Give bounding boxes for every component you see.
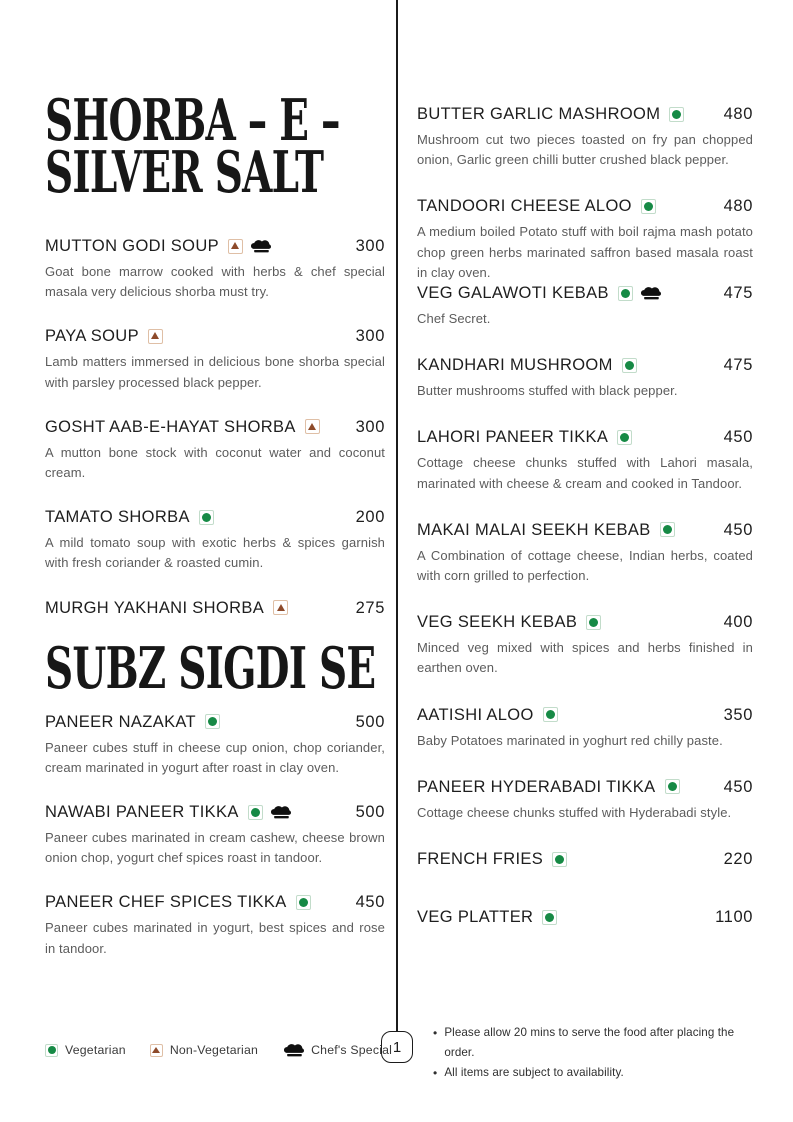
section-title [45, 633, 376, 702]
item-description: Paneer cubes marinated in cream cashew, cheese brown onion chop, yogurt chef spices roast in tandoor. [45, 830, 385, 866]
menu-item [45, 236, 385, 302]
item-price: 480 [723, 197, 753, 216]
note-text: All items are subject to availability. [444, 1066, 624, 1079]
menu-item [417, 612, 753, 678]
chefs-special-icon [271, 806, 291, 819]
item-description: Paneer cubes stuff in cheese cup onion, chop coriander, cream marinated in yogurt after roast in clay oven. [45, 739, 385, 775]
item-name: MURGH YAKHANI SHORBA [45, 598, 265, 617]
veg-icon [660, 522, 675, 537]
legend-icon [150, 1044, 163, 1057]
item-price: 475 [723, 356, 753, 375]
item-price: 500 [355, 803, 385, 822]
menu-item [417, 520, 753, 586]
item-price: 200 [355, 508, 385, 527]
veg-icon [641, 199, 656, 214]
item-description: A mutton bone stock with coconut water and coconut cream. [45, 444, 385, 481]
item-name: PANEER HYDERABADI TIKKA [417, 777, 656, 796]
veg-icon [296, 895, 311, 910]
item-name: FRENCH FRIES [417, 850, 544, 869]
legend-item [45, 1043, 126, 1057]
section-heading-subz-sigdi-se [45, 633, 385, 702]
legend [45, 1043, 392, 1057]
item-description: A medium boiled Potato stuff with boil rajma mash potato chop green herbs marinated saffron based masala roast in clay oven. [417, 224, 753, 280]
chefs-special-icon [284, 1044, 304, 1057]
item-badges [248, 805, 291, 820]
legend-item [282, 1043, 392, 1057]
menu-item-header [417, 196, 753, 216]
item-name: PANEER NAZAKAT [45, 712, 196, 731]
item-name: VEG GALAWOTI KEBAB [417, 284, 609, 303]
menu-item-header [417, 777, 753, 797]
item-price: 475 [723, 284, 753, 303]
item-price: 480 [723, 105, 753, 123]
legend-item [150, 1043, 258, 1057]
menu-item-header [45, 417, 385, 437]
item-name: BUTTER GARLIC MASHROOM [417, 105, 661, 123]
item-badges [199, 510, 214, 525]
veg-icon [199, 510, 214, 525]
item-description: Goat bone marrow cooked with herbs & chef special masala very delicious shorba must try. [45, 264, 385, 300]
item-price: 500 [355, 712, 385, 731]
left-column [45, 0, 385, 983]
item-price: 300 [355, 237, 385, 255]
veg-icon [45, 1044, 58, 1057]
menu-item [417, 196, 753, 283]
item-description: Minced veg mixed with spices and herbs finished in earthen oven. [417, 640, 753, 676]
item-badges [641, 199, 656, 214]
item-name: TAMATO SHORBA [45, 508, 190, 527]
item-name: PANEER CHEF SPICES TIKKA [45, 893, 287, 912]
item-badges [618, 286, 661, 301]
menu-item-header [45, 712, 385, 732]
item-badges [228, 239, 271, 254]
menu-item-header [417, 104, 753, 124]
veg-icon [248, 805, 263, 820]
veg-icon [542, 910, 557, 925]
item-name: MUTTON GODI SOUP [45, 237, 219, 255]
item-price: 450 [723, 520, 753, 539]
column-divider-line [396, 0, 398, 1031]
item-price: 350 [723, 705, 753, 724]
veg-icon [665, 779, 680, 794]
shorba-item-list [45, 236, 385, 618]
menu-item [45, 326, 385, 392]
item-price: 400 [723, 613, 753, 632]
veg-icon [622, 358, 637, 373]
item-price: 1100 [715, 908, 753, 927]
item-name: LAHORI PANEER TIKKA [417, 428, 609, 447]
item-badges [586, 615, 601, 630]
menu-item-header [45, 802, 385, 822]
veg-icon [205, 714, 220, 729]
menu-item [417, 777, 753, 823]
section-title-line1: SUBZ SIGDI SE [45, 633, 376, 702]
footer-note [433, 1063, 763, 1083]
right-column-item-list [417, 0, 753, 953]
bullet-icon: • [433, 1066, 438, 1080]
menu-item-header [417, 427, 753, 447]
menu-item-header [45, 236, 385, 256]
menu-item [45, 892, 385, 958]
menu-item-header [417, 705, 753, 725]
subz-item-list [45, 712, 385, 959]
legend-icon [45, 1044, 58, 1057]
item-badges [273, 600, 288, 615]
menu-item-header [45, 598, 385, 618]
non-veg-icon [150, 1044, 163, 1057]
menu-item-header [45, 892, 385, 912]
footer-notes [433, 1023, 763, 1083]
menu-item-header [417, 849, 753, 869]
chefs-special-icon [251, 240, 271, 253]
item-badges [617, 430, 632, 445]
item-price: 220 [723, 850, 753, 869]
legend-label: Chef's Special [311, 1043, 393, 1057]
menu-item [45, 507, 385, 573]
non-veg-icon [273, 600, 288, 615]
item-badges [622, 358, 637, 373]
veg-icon [543, 707, 558, 722]
item-description: Baby Potatoes marinated in yoghurt red chilly paste. [417, 732, 723, 748]
menu-item [417, 427, 753, 493]
item-badges [665, 779, 680, 794]
item-price: 300 [355, 417, 385, 436]
menu-item-header [417, 355, 753, 375]
bullet-icon: • [433, 1026, 438, 1040]
item-name: MAKAI MALAI SEEKH KEBAB [417, 520, 651, 539]
menu-item-header [45, 326, 385, 346]
item-description: Butter mushrooms stuffed with black pepper. [417, 383, 678, 399]
item-name: NAWABI PANEER TIKKA [45, 803, 239, 822]
item-price: 450 [723, 428, 753, 447]
non-veg-icon [305, 419, 320, 434]
item-badges [148, 329, 163, 344]
item-name: VEG SEEKH KEBAB [417, 613, 578, 632]
item-badges [669, 107, 684, 122]
veg-icon [669, 107, 684, 122]
veg-icon [552, 852, 567, 867]
non-veg-icon [148, 329, 163, 344]
menu-item [45, 417, 385, 483]
item-name: GOSHT AAB-E-HAYAT SHORBA [45, 417, 296, 436]
menu-item [417, 907, 753, 927]
item-badges [552, 852, 567, 867]
item-description: Chef Secret. [417, 311, 491, 327]
menu-item-header [417, 520, 753, 540]
item-name: PAYA SOUP [45, 327, 139, 346]
veg-icon [618, 286, 633, 301]
section-heading-shorba-e-silver-salt [45, 85, 385, 206]
item-price: 300 [355, 327, 385, 346]
item-description: Mushroom cut two pieces toasted on fry pan chopped onion, Garlic green chilli butter crushed black pepper. [417, 132, 753, 168]
section-title-line1: SHORBA – E – [45, 85, 340, 154]
item-price: 275 [355, 598, 385, 617]
menu-item [417, 849, 753, 869]
menu-item [417, 705, 753, 751]
menu-item [417, 283, 753, 329]
item-badges [305, 419, 320, 434]
item-description: A Combination of cottage cheese, Indian herbs, coated with corn grilled to perfection. [417, 547, 753, 584]
non-veg-icon [228, 239, 243, 254]
item-description: Cottage cheese chunks stuffed with Hyderabadi style. [417, 804, 732, 820]
menu-item [45, 802, 385, 868]
menu-item-header [417, 612, 753, 632]
item-price: 450 [723, 777, 753, 796]
legend-label: Non-Vegetarian [169, 1043, 259, 1057]
menu-item [417, 104, 753, 170]
item-badges [660, 522, 675, 537]
veg-icon [617, 430, 632, 445]
section-title [45, 85, 340, 206]
item-badges [542, 910, 557, 925]
item-description: Lamb matters immersed in delicious bone shorba special with parsley processed black pepper. [45, 354, 385, 390]
chefs-special-icon [641, 287, 661, 300]
footer-note [433, 1023, 763, 1063]
item-description: Paneer cubes marinated in yogurt, best spices and rose in tandoor. [45, 920, 385, 956]
item-price: 450 [355, 893, 385, 912]
menu-item [417, 355, 753, 401]
page-number: 1 [392, 1038, 402, 1056]
note-text: Please allow 20 mins to serve the food after placing the order. [444, 1026, 735, 1059]
item-name: KANDHARI MUSHROOM [417, 356, 613, 375]
item-name: VEG PLATTER [417, 908, 534, 927]
section-title-line2: SILVER SALT [45, 137, 324, 206]
legend-icon [282, 1044, 304, 1057]
item-description: A mild tomato soup with exotic herbs & spices garnish with fresh coriander & roasted cumin. [45, 535, 385, 571]
item-name: TANDOORI CHEESE ALOO [417, 197, 632, 216]
item-name: AATISHI ALOO [417, 705, 534, 724]
item-badges [205, 714, 220, 729]
menu-item-header [417, 283, 753, 303]
menu-item [45, 598, 385, 618]
legend-label: Vegetarian [65, 1043, 126, 1057]
menu-item-header [417, 907, 753, 927]
veg-icon [586, 615, 601, 630]
item-badges [543, 707, 558, 722]
menu-item [45, 712, 385, 778]
item-description: Cottage cheese chunks stuffed with Lahori masala, marinated with cheese & cream and cooked in Tandoor. [417, 455, 753, 491]
item-badges [296, 895, 311, 910]
menu-item-header [45, 507, 385, 527]
